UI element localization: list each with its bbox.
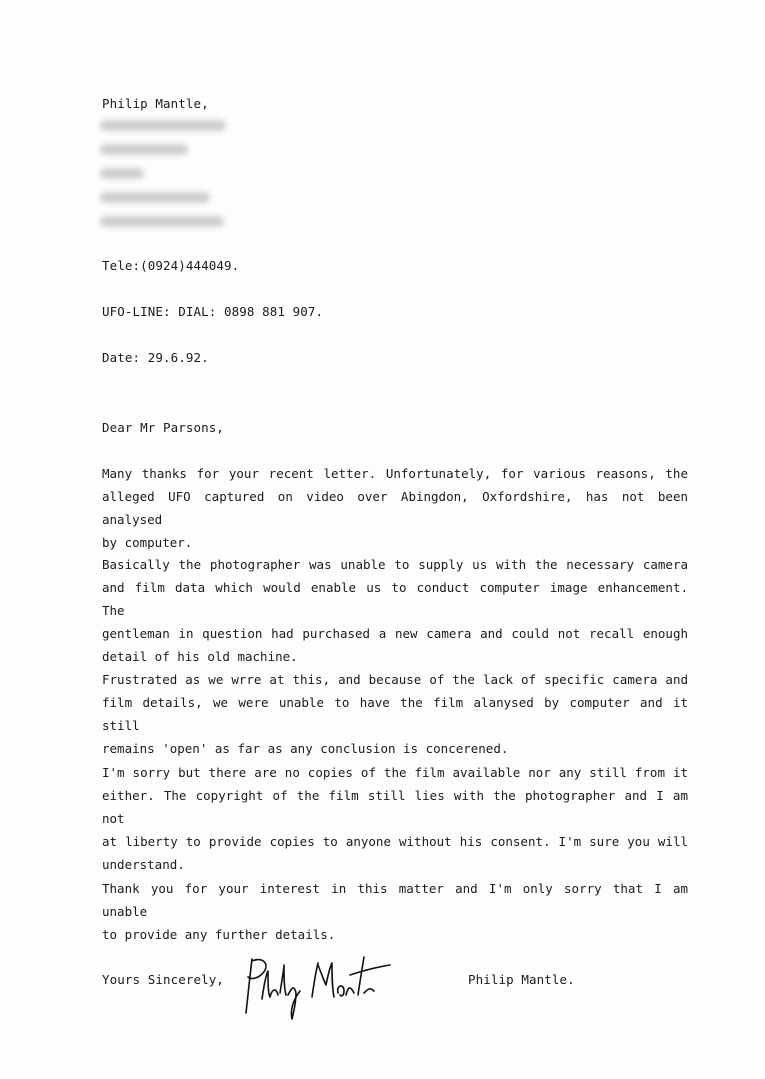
valediction: Yours Sincerely, <box>102 972 225 987</box>
paragraph-line: detail of his old machine. <box>102 649 298 664</box>
paragraph-3 <box>102 668 688 760</box>
paragraph-1 <box>102 462 688 554</box>
sender-name: Philip Mantle, <box>102 96 209 111</box>
paragraph-line: I'm sorry but there are no copies of the film available nor any still from it <box>102 765 688 780</box>
paragraph-line: by computer. <box>102 535 193 550</box>
paragraph-line: understand. <box>102 857 185 872</box>
paragraph-line: Basically the photographer was unable to supply us with the necessary camera <box>102 557 688 572</box>
paragraph-line: Many thanks for your recent letter. Unfortunately, for various reasons, the <box>102 466 688 481</box>
paragraph-line: gentleman in question had purchased a new camera and could not recall enough <box>102 626 688 641</box>
telephone: Tele:(0924)444049. <box>102 258 240 273</box>
paragraph-line: and film data which would enable us to conduct computer image enhancement. The <box>102 580 688 618</box>
paragraph-line: either. The copyright of the film still lies with the photographer and I am not <box>102 788 688 826</box>
paragraph-2 <box>102 553 688 668</box>
paragraph-line: film details, we were unable to have the film alanysed by computer and it still <box>102 695 688 733</box>
paragraph-line: at liberty to provide copies to anyone without his consent. I'm sure you will <box>102 834 688 849</box>
paragraph-5 <box>102 877 688 946</box>
paragraph-line: Frustrated as we wrre at this, and because of the lack of specific camera and <box>102 672 688 687</box>
paragraph-4 <box>102 761 688 876</box>
salutation: Dear Mr Parsons, <box>102 420 225 435</box>
paragraph-line: remains 'open' as far as any conclusion is concerened. <box>102 741 509 756</box>
ufo-line: UFO-LINE: DIAL: 0898 881 907. <box>102 304 324 319</box>
redacted-address <box>100 116 240 236</box>
paragraph-line: to provide any further details. <box>102 927 336 942</box>
letter-date: Date: 29.6.92. <box>102 350 209 365</box>
typed-name: Philip Mantle. <box>468 972 575 987</box>
handwritten-signature <box>232 935 392 1025</box>
paragraph-line: Thank you for your interest in this matter and I'm only sorry that I am unable <box>102 881 688 919</box>
paragraph-line: alleged UFO captured on video over Abingdon, Oxfordshire, has not been analysed <box>102 489 688 527</box>
